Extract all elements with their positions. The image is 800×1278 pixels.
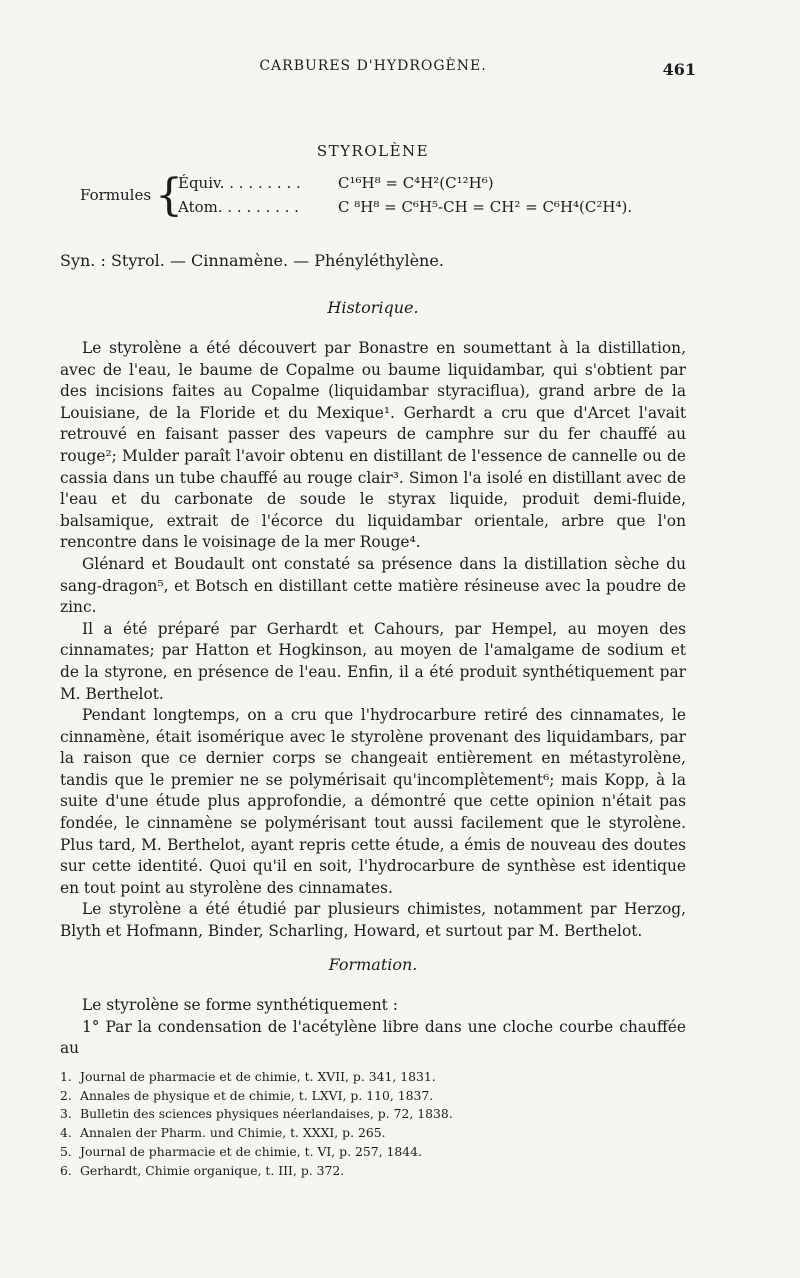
formulas-label: Formules xyxy=(80,186,152,204)
footnote: 4. Annalen der Pharm. und Chimie, t. XXXI, p. 265. xyxy=(60,1125,386,1141)
page-number: 461 xyxy=(662,60,696,79)
footnotes xyxy=(60,1068,686,1180)
footnote: 3. Bulletin des sciences physiques néerlandaises, p. 72, 1838. xyxy=(60,1106,453,1122)
paragraph: Le styrolène a été découvert par Bonastre en soumettant à la distillation, avec de l'eau, le baume de Copalme ou baume liquidambar, qui s'obtient par des incisions faites au Copalme (liquidambar styraciflua), grand arbre de la Louisiane, de la Floride et du Mexique¹. Gerhardt a cru que d'Arcet l'avait retrouvé en faisant passer des vapeurs de camphre sur du fer chauffé au rouge²; Mulder paraît l'avoir obtenu en distillant de l'essence de cannelle ou de cassia dans un tube chauffé au rouge clair³. Simon l'a isolé en distillant avec de l'eau et du carbonate de soude le styrax liquide, produit demi-fluide, balsamique, extrait de l'écorce du liquidambar orientale, arbre que l'on rencontre dans le voisinage de la mer Rouge⁴. xyxy=(60,339,686,552)
section-title-historique: Historique. xyxy=(327,298,419,317)
footnote: 2. Annales de physique et de chimie, t. LXVI, p. 110, 1837. xyxy=(60,1087,434,1103)
paragraph: Il a été préparé par Gerhardt et Cahours, par Hempel, au moyen des cinnamates; par Hatton et Hogkinson, au moyen de l'amalgame de sodium et de la styrone, en présence de l'eau. Enfin, il a été produit synthétiquement par M. Berthelot. xyxy=(60,619,686,703)
paragraph: 1° Par la condensation de l'acétylène libre dans une cloche courbe chauffée au xyxy=(60,1017,686,1058)
formulas-brace: { xyxy=(155,170,183,221)
formulas-block xyxy=(60,170,686,226)
footnote: 5. Journal de pharmacie et de chimie, t. VI, p. 257, 1844. xyxy=(60,1143,422,1159)
formula-name: Équiv. . . . . . . . . xyxy=(178,174,301,192)
formula-value: C ⁸H⁸ = C⁶H⁵-CH = CH² = C⁶H⁴(C²H⁴). xyxy=(338,198,633,216)
formula-value: C¹⁶H⁸ = C⁴H²(C¹²H⁶) xyxy=(338,174,494,192)
paragraph: Le styrolène se forme synthétiquement : xyxy=(82,996,398,1014)
formation-text xyxy=(60,995,686,1060)
historique-text xyxy=(60,338,686,943)
formula-row-equiv xyxy=(178,174,698,196)
formula-row-atom xyxy=(178,198,698,220)
paragraph: Le styrolène a été étudié par plusieurs chimistes, notamment par Herzog, Blyth et Hofmann, Binder, Scharling, Howard, et surtout par M. Berthelot. xyxy=(60,900,686,941)
article-title: STYROLÈNE xyxy=(316,142,430,160)
section-title-formation: Formation. xyxy=(328,955,418,974)
footnote: 1. Journal de pharmacie et de chimie, t. XVII, p. 341, 1831. xyxy=(60,1069,436,1084)
formula-name: Atom. . . . . . . . . xyxy=(178,198,299,216)
footnote: 6. Gerhardt, Chimie organique, t. III, p. 372. xyxy=(60,1162,345,1178)
synonyms-line: Syn. : Styrol. — Cinnamène. — Phényléthylène. xyxy=(60,251,444,270)
running-head-title: CARBURES D'HYDROGÈNE. xyxy=(259,58,487,74)
paragraph: Pendant longtemps, on a cru que l'hydrocarbure retiré des cinnamates, le cinnamène, était isomérique avec le styrolène provenant des liquidambars, par la raison que ce dernier corps se changeait entièrement en métastyrolène, tandis que le premier ne se polymérisait qu'incomplètement⁶; mais Kopp, à la suite d'une étude plus approfondie, a démontré que cette opinion n'était pas fondée, le cinnamène se polymérisant tout aussi facilement que le styrolène. Plus tard, M. Berthelot, ayant repris cette étude, a émis de nouveau des doutes sur cette identité. Quoi qu'il en soit, l'hydrocarbure de synthèse est identique en tout point au styrolène des cinnamates. xyxy=(60,706,686,897)
paragraph: Glénard et Boudault ont constaté sa présence dans la distillation sèche du sang-dragon⁵, et Botsch en distillant cette matière résineuse avec la poudre de zinc. xyxy=(60,554,686,617)
running-head xyxy=(60,58,696,82)
